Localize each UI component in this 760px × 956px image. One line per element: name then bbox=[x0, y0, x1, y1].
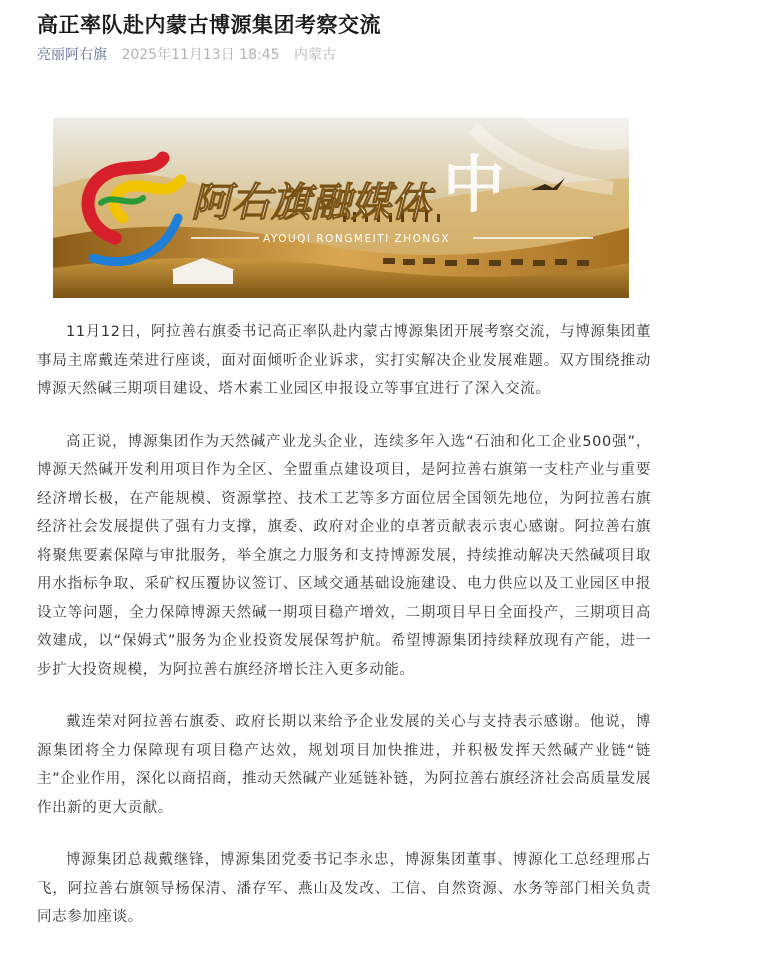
banner-big-char: 中 bbox=[443, 148, 506, 221]
paragraph: 博源集团总裁戴继锋，博源集团党委书记李永忠，博源集团董事、博源化工总经理邢占飞，阿拉善右旗领导杨保清、潘存军、燕山及发改、工信、自然资源、水务等部门相关负责同志参加座谈。 bbox=[37, 852, 651, 925]
publish-time: 2025年11月13日 18:45 bbox=[121, 47, 280, 63]
paragraph: 11月12日，阿拉善右旗委书记高正率队赴内蒙古博源集团开展考察交流，与博源集团董事局主席戴连荣进行座谈，面对面倾听企业诉求，实打实解决企业发展难题。双方围绕推动博源天然碱三期项目建设、塔木素工业园区申报设立等事宜进行了深入交流。 bbox=[37, 324, 651, 397]
article-body bbox=[37, 318, 651, 956]
banner-graphic bbox=[53, 118, 629, 298]
publish-location: 内蒙古 bbox=[293, 47, 336, 63]
paragraph: 高正说，博源集团作为天然碱产业龙头企业，连续多年入选“石油和化工企业500强”，博源天然碱开发利用项目作为全区、全盟重点建设项目，是阿拉善右旗第一支柱产业与重要经济增长极，在产能规模、资源掌控、技术工艺等多方面位居全国领先地位，为阿拉善右旗经济社会发展提供了强有力支撑，旗委、政府对企业的卓著贡献表示衷心感谢。阿拉善右旗将聚焦要素保障与审批服务，举全旗之力服务和支持博源发展，持续推动解决天然碱项目取用水指标争取、采矿权压覆协议签订、区域交通基础设施建设、电力供应以及工业园区申报设立等问题，全力保障博源天然碱一期项目稳产增效，二期项目早日全面投产，三期项目高效建成，以“保姆式”服务为企业投资发展保驾护航。希望博源集团持续释放现有产能，进一步扩大投资规模，为阿拉善右旗经济增长注入更多动能。 bbox=[37, 433, 651, 678]
banner-logo-text: 阿右旗融媒体 bbox=[191, 179, 431, 226]
banner-image bbox=[53, 118, 629, 298]
paragraph: 戴连荣对阿拉善右旗委、政府长期以来给予企业发展的关心与支持表示感谢。他说，博源集团将全力保障现有项目稳产达效，规划项目加快推进，并积极发挥天然碱产业链“链主”企业作用，深化以商招商，推动天然碱产业延链补链，为阿拉善右旗经济社会高质量发展作出新的更大贡献。 bbox=[37, 714, 651, 816]
article-title: 高正率队赴内蒙古博源集团考察交流 bbox=[37, 13, 381, 37]
author-link[interactable]: 亮丽阿右旗 bbox=[37, 47, 107, 63]
banner-pinyin: AYOUQI RONGMEITI ZHONGX bbox=[263, 233, 451, 245]
article-meta bbox=[37, 44, 346, 64]
